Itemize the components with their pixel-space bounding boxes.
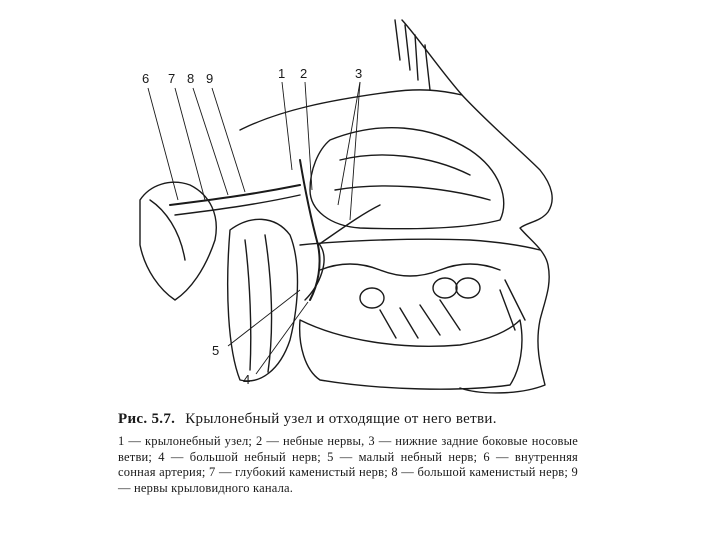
label-7: 7 xyxy=(168,71,176,86)
nasal-cavity xyxy=(310,128,504,229)
caption-title-line xyxy=(118,410,578,428)
figure-caption xyxy=(118,410,578,496)
figure-title: Крылонебный узел и отходящие от него ветви. xyxy=(185,411,497,427)
label-8: 8 xyxy=(187,71,195,86)
skull-base-outline xyxy=(240,90,462,130)
label-9: 9 xyxy=(206,71,214,86)
label-5: 5 xyxy=(212,343,220,358)
upper-teeth xyxy=(320,264,500,276)
label-4: 4 xyxy=(243,372,251,387)
label-2: 2 xyxy=(300,66,308,81)
mandible xyxy=(300,320,522,389)
label-6: 6 xyxy=(142,71,150,86)
pterygoid-canal-nerve xyxy=(170,185,300,205)
label-3: 3 xyxy=(355,66,363,81)
label-1: 1 xyxy=(278,66,286,81)
palatine-nerve-trunk xyxy=(300,160,320,300)
figure-number: Рис. 5.7. xyxy=(118,411,176,427)
hard-palate xyxy=(300,239,540,250)
figure-legend: 1 — крылонебный узел; 2 — небные нервы, 3 — нижние задние боковые носовые ветви; 4 — большой небный нерв; 5 — малый небный нерв; 6 — внутренняя сонная артерия; 7 — глубокий каменистый нерв; 8 — большой каменистый нерв; 9 — нервы крыловидного канала. xyxy=(118,434,578,495)
face-profile-outline xyxy=(402,20,552,393)
